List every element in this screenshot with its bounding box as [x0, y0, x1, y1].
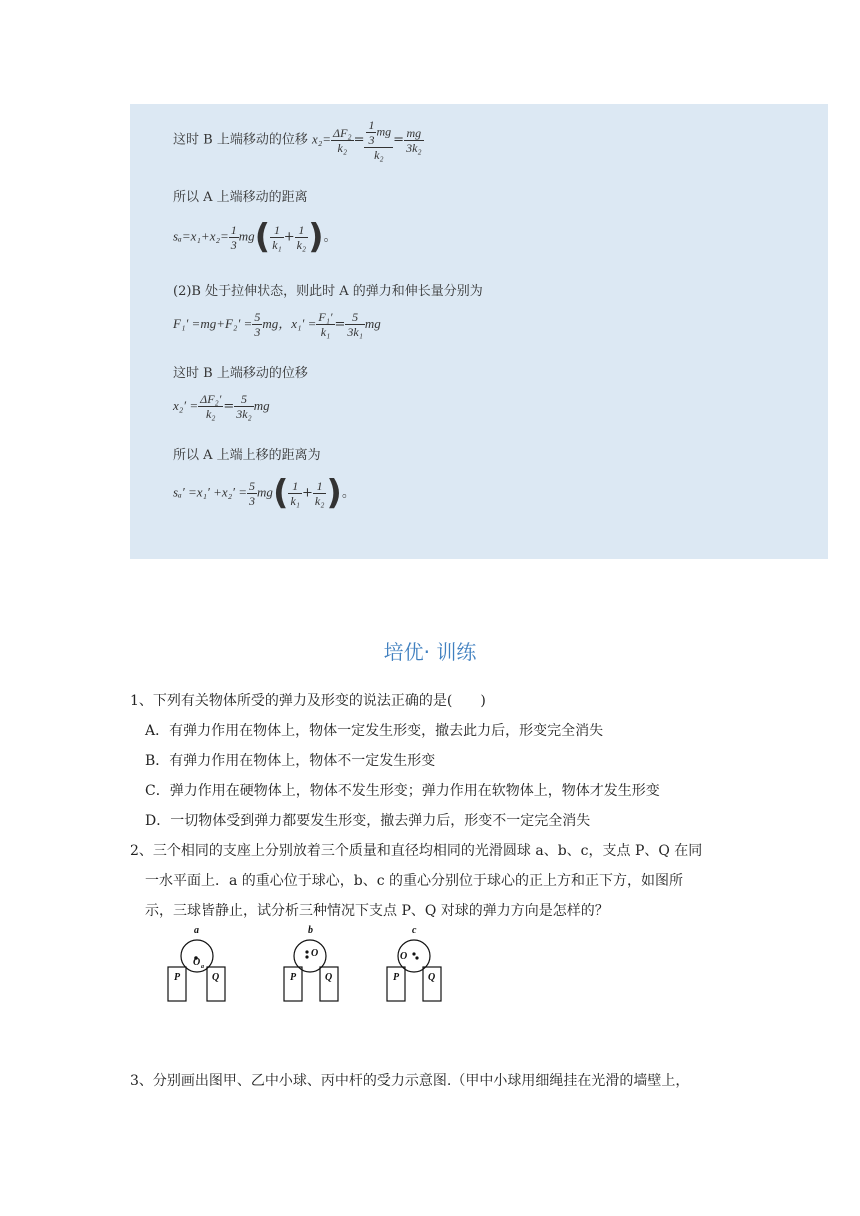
- support-p-label-c: P: [393, 972, 400, 983]
- frac-den: k₁: [290, 493, 300, 508]
- math-text: 。: [323, 229, 337, 245]
- math-text: mg: [238, 228, 255, 244]
- question-1-option-a: A．有弹力作用在物体上，物体一定发生形变，撤去此力后，形变完全消失: [145, 723, 604, 739]
- frac-num: 1: [230, 222, 237, 237]
- frac-den: k₂: [374, 148, 384, 162]
- support-q-label-a: Q: [212, 972, 220, 983]
- fraction: [316, 310, 334, 339]
- fraction: [295, 223, 309, 252]
- center-dot-c: [412, 952, 415, 955]
- center-sub-a: a: [201, 964, 204, 970]
- right-paren: ): [308, 217, 324, 257]
- frac-num: 5: [345, 310, 365, 325]
- question-2-line-1: 2、三个相同的支座上分别放着三个质量和直径均相同的光滑圆球 a、b、c，支点 P、Q 在同: [130, 843, 703, 859]
- frac-num: ΔF₂′: [200, 392, 222, 406]
- fraction: [252, 310, 262, 339]
- math-text: mg: [364, 316, 381, 331]
- support-q-label-c: Q: [428, 972, 436, 983]
- solution-line-5: [173, 310, 381, 339]
- question-1-option-b: B．有弹力作用在物体上，物体不一定发生形变: [145, 753, 436, 769]
- math-lhs: x₂=: [311, 131, 332, 147]
- gravity-dot-b: [305, 950, 308, 953]
- math-op: =: [334, 317, 346, 332]
- math-op: =: [393, 132, 405, 148]
- figure-b: [284, 925, 338, 1001]
- compound-fraction: [364, 118, 393, 162]
- frac-den: 3k₂: [236, 407, 252, 421]
- solution-line-9: [173, 473, 355, 513]
- fraction: [229, 223, 239, 252]
- left-paren: (: [272, 473, 289, 513]
- math-lhs: F₁′ =mg+F₂′ =: [173, 316, 253, 331]
- center-label-c: O: [400, 951, 408, 962]
- math-text: mg: [253, 398, 270, 413]
- question-1-stem: 1、下列有关物体所受的弹力及形变的说法正确的是( ): [130, 693, 486, 709]
- math-op: =: [353, 132, 365, 148]
- frac-num: 1: [270, 223, 284, 238]
- math-text: mg: [257, 484, 273, 500]
- frac-num: 1: [295, 223, 309, 238]
- fraction: [198, 392, 223, 421]
- center-dot-b: [305, 955, 308, 958]
- figure-a: [168, 925, 225, 1001]
- solution-text: 所以 A 上端上移的距离为: [173, 448, 321, 463]
- frac-num: 1: [313, 479, 327, 494]
- solution-box: [130, 104, 828, 559]
- solution-line-4: [173, 280, 483, 299]
- math-lhs: sₐ=x₁+x₂=: [173, 228, 229, 244]
- frac-den: k₁: [272, 237, 282, 252]
- question-1-option-d: D．一切物体受到弹力都要发生形变，撤去弹力后，形变不一定完全消失: [145, 813, 591, 829]
- frac-num: 1: [288, 479, 302, 494]
- frac-num: 5: [249, 478, 256, 493]
- question-3-line-1: 3、分别画出图甲、乙中小球、丙中杆的受力示意图.（甲中小球用细绳挂在光滑的墙壁上，: [130, 1073, 690, 1089]
- solution-text: 这时 B 上端移动的位移: [173, 132, 308, 148]
- frac-num: 5: [254, 310, 261, 324]
- math-text: mg: [376, 124, 392, 139]
- ball-support-figures: [160, 922, 460, 1007]
- figure-label-c: c: [412, 925, 417, 936]
- frac-den: 3: [249, 493, 256, 508]
- math-op: +: [301, 485, 313, 501]
- frac-num: F₁′: [318, 310, 333, 324]
- fraction: [345, 310, 365, 339]
- figure-c: [387, 925, 441, 1001]
- solution-text: (2)B 处于拉伸状态，则此时 A 的弹力和伸长量分别为: [173, 284, 483, 299]
- frac-num: mg: [404, 126, 424, 141]
- center-label-a: O: [193, 957, 201, 968]
- figure-label-a: a: [194, 925, 199, 936]
- math-text: 。: [341, 485, 355, 501]
- solution-line-2: [173, 186, 308, 205]
- section-title: 培优· 训练: [383, 640, 477, 664]
- fraction: [247, 479, 257, 508]
- inner-fraction: [366, 118, 376, 147]
- frac-den: 3: [254, 325, 261, 339]
- solution-line-8: [173, 444, 321, 463]
- math-lhs: x₂′ =: [173, 398, 199, 413]
- frac-num: 5: [234, 392, 254, 407]
- math-op: =: [223, 399, 235, 414]
- left-paren: (: [254, 217, 271, 257]
- solution-line-1: [173, 118, 424, 162]
- frac-den: k₂: [337, 140, 348, 155]
- right-paren: ): [326, 473, 342, 513]
- frac-den: k₂: [314, 493, 325, 508]
- frac-num: 1: [368, 118, 375, 132]
- fraction: [404, 126, 424, 155]
- figures-svg: [160, 922, 460, 1007]
- frac-den: k₂: [205, 407, 216, 421]
- fraction: [270, 223, 284, 252]
- frac-den: 3: [230, 237, 237, 252]
- support-q-label-b: Q: [325, 972, 333, 983]
- solution-line-7: [173, 392, 270, 421]
- frac-den: k₂: [296, 237, 307, 252]
- fraction: [288, 479, 302, 508]
- solution-line-6: [173, 362, 308, 381]
- frac-den: 3k₁: [347, 325, 363, 339]
- frac-den: k₁: [320, 325, 331, 339]
- gravity-dot-c: [415, 956, 418, 959]
- frac-den: 3: [368, 133, 375, 147]
- solution-text: 这时 B 上端移动的位移: [173, 366, 308, 381]
- figure-label-b: b: [308, 925, 313, 936]
- question-1-option-c: C．弹力作用在硬物体上，物体不发生形变；弹力作用在软物体上，物体才发生形变: [145, 783, 660, 799]
- question-2-line-2: 一水平面上．a 的重心位于球心，b、c 的重心分别位于球心的正上方和正下方，如图所: [145, 873, 684, 889]
- fraction: [331, 126, 354, 155]
- math-op: +: [283, 229, 295, 245]
- support-p-label-b: P: [290, 972, 297, 983]
- math-text: mg，x₁′ =: [262, 316, 317, 331]
- support-p-label-a: P: [174, 972, 181, 983]
- frac-num: ΔF₂: [333, 125, 352, 140]
- question-2-line-3: 示，三球皆静止，试分析三种情况下支点 P、Q 对球的弹力方向是怎样的？: [145, 903, 609, 919]
- solution-line-3: [173, 217, 337, 257]
- fraction: [234, 392, 254, 421]
- solution-text: 所以 A 上端移动的距离: [173, 190, 308, 205]
- center-label-b: O: [311, 948, 319, 959]
- math-lhs: sₐ′ =x₁′ +x₂′ =: [173, 484, 248, 500]
- frac-den: 3k₂: [406, 140, 422, 155]
- fraction: [313, 479, 327, 508]
